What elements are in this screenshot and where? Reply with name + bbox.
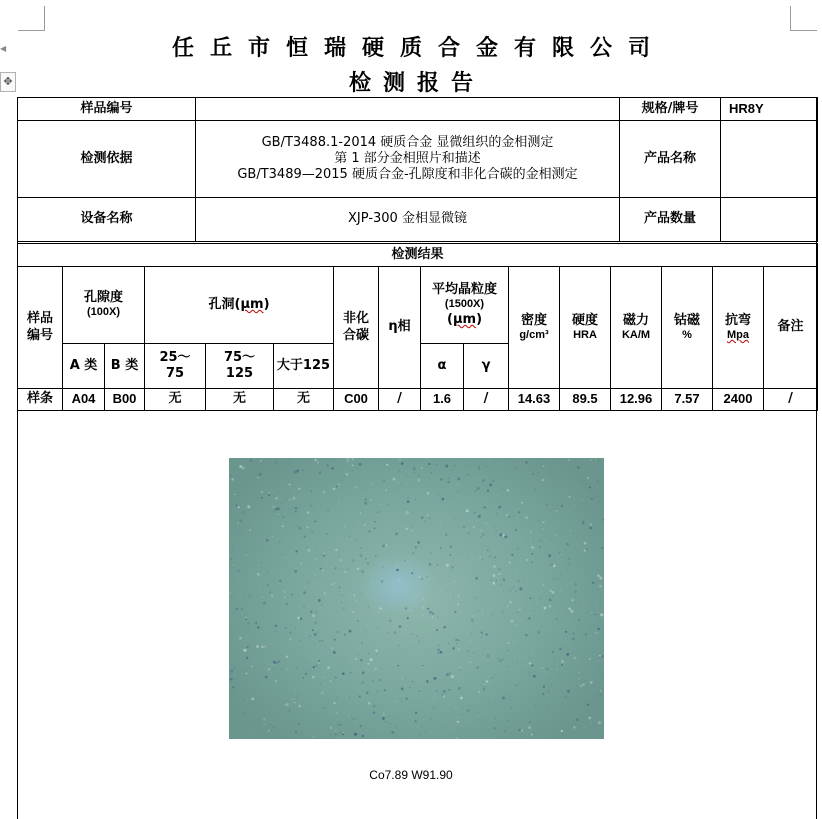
cell-remarks[interactable]: / — [764, 389, 818, 411]
results-title-row — [18, 244, 818, 267]
info-table — [17, 97, 818, 242]
cell-density[interactable]: 14.63 — [509, 389, 560, 411]
header-grain: 平均晶粒度 (1500X) (μm) — [421, 267, 509, 344]
header-hole-25-75: 25～ 75 — [145, 344, 206, 389]
basis-row — [18, 121, 818, 198]
micrograph-texture — [229, 458, 604, 739]
table-move-handle-icon[interactable]: ✥ — [0, 72, 16, 92]
basis-label: 检测依据 — [18, 121, 196, 198]
header-hole-over-125: 大于125 — [274, 344, 334, 389]
basis-line-3: GB/T3489—2015 硬质合金-孔隙度和非化合碳的金相测定 — [237, 167, 578, 183]
collapse-arrow-icon[interactable]: ◀ — [0, 44, 7, 53]
cell-free-carbon[interactable]: C00 — [334, 389, 379, 411]
sample-no-row — [18, 98, 818, 121]
basis-line-2: 第 1 部分金相照片和描述 — [334, 150, 481, 166]
equipment-row — [18, 198, 818, 242]
spec-value[interactable]: HR8Y — [721, 98, 818, 121]
quantity-label: 产品数量 — [620, 198, 721, 242]
quantity-value[interactable] — [721, 198, 818, 242]
cell-bending[interactable]: 2400 — [713, 389, 764, 411]
header-hardness: 硬度 HRA — [560, 267, 611, 389]
header-free-carbon: 非化 合碳 — [334, 267, 379, 389]
header-porosity-b: B 类 — [105, 344, 145, 389]
header-gamma: γ — [464, 344, 509, 389]
cell-porosity-b[interactable]: B00 — [105, 389, 145, 411]
micrograph-image — [229, 458, 604, 739]
cell-hardness[interactable]: 89.5 — [560, 389, 611, 411]
header-density: 密度 g/cm³ — [509, 267, 560, 389]
equipment-label: 设备名称 — [18, 198, 196, 242]
equipment-value[interactable]: XJP-300 金相显微镜 — [196, 198, 620, 242]
header-magnetic: 磁力 KA/M — [611, 267, 662, 389]
product-name-label: 产品名称 — [620, 121, 721, 198]
sample-no-label: 样品编号 — [18, 98, 196, 121]
header-eta: η相 — [379, 267, 421, 389]
cell-cobalt[interactable]: 7.57 — [662, 389, 713, 411]
basis-line-1: GB/T3488.1-2014 硬质合金 显微组织的金相测定 — [261, 134, 554, 150]
results-data-row — [18, 389, 818, 411]
sample-no-value[interactable] — [196, 98, 620, 121]
cell-magnetic[interactable]: 12.96 — [611, 389, 662, 411]
header-sample: 样品 编号 — [18, 267, 63, 389]
spec-label: 规格/牌号 — [620, 98, 721, 121]
cell-hole-over-125[interactable]: 无 — [274, 389, 334, 411]
cell-hole-75-125[interactable]: 无 — [206, 389, 274, 411]
header-bending: 抗弯 Mpa — [713, 267, 764, 389]
cell-hole-25-75[interactable]: 无 — [145, 389, 206, 411]
header-cobalt-magnetic: 钴磁 % — [662, 267, 713, 389]
crop-mark-top-right — [790, 6, 817, 31]
product-name-value[interactable] — [721, 121, 818, 198]
report-title: 检测报告 — [348, 70, 485, 96]
results-table — [17, 243, 818, 411]
header-remarks: 备注 — [764, 267, 818, 389]
header-porosity-a: A 类 — [63, 344, 105, 389]
results-header-row-1 — [18, 267, 818, 344]
header-porosity: 孔隙度 (100X) — [63, 267, 145, 344]
header-hole-75-125: 75～ 125 — [206, 344, 274, 389]
cell-eta[interactable]: / — [379, 389, 421, 411]
results-title: 检测结果 — [18, 244, 818, 267]
header-alpha: α — [421, 344, 464, 389]
company-name: 任丘市恒瑞硬质合金有限公司 — [171, 35, 666, 61]
cell-alpha[interactable]: 1.6 — [421, 389, 464, 411]
cell-gamma[interactable]: / — [464, 389, 509, 411]
crop-mark-top-left — [18, 6, 45, 31]
basis-value[interactable] — [196, 121, 620, 198]
header-holes: 孔洞(μm) — [145, 267, 334, 344]
cell-sample[interactable]: 样条 — [18, 389, 63, 411]
cell-porosity-a[interactable]: A04 — [63, 389, 105, 411]
micrograph-caption: Co7.89 W91.90 — [369, 768, 453, 782]
